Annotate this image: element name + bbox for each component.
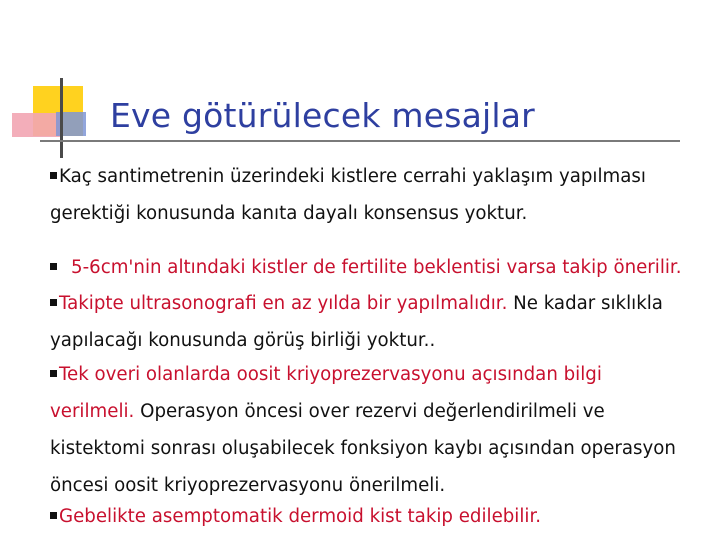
square-bullet-icon — [50, 263, 57, 270]
title-underline — [40, 140, 680, 142]
bullet-text: Operasyon öncesi over rezervi değerlendirilmeli ve kistektomi sonrası oluşabilecek fonksiyon kaybı açısından operasyon öncesi oosit kriyoprezervasyonu önerilmeli. — [50, 401, 676, 496]
decor-pink-rectangle — [12, 113, 60, 137]
square-bullet-icon — [50, 512, 57, 519]
decor-vertical-line — [60, 78, 63, 158]
square-bullet-icon — [50, 172, 57, 179]
bullet-item-1 — [50, 158, 690, 232]
bullet-item-2 — [50, 249, 690, 286]
bullet-text-highlight: Tek overi olanlarda oosit kriyoprezervasyonu açısından bilgi verilmeli. — [50, 364, 602, 422]
bullet-text: Kaç santimetrenin üzerindeki kistlere cerrahi yaklaşım yapılması gerektiği konusunda kanıta dayalı konsensus yoktur. — [50, 166, 646, 224]
bullet-item-4 — [50, 356, 690, 504]
bullet-text-highlight: 5-6cm'nin altındaki kistler de fertilite beklentisi varsa takip önerilir. — [71, 257, 682, 278]
bullet-text-highlight: Takipte ultrasonografi en az yılda bir yapılmalıdır. — [59, 293, 508, 314]
bullet-text: Ne kadar sıklıkla yapılacağı konusunda görüş birliği yoktur.. — [50, 293, 663, 351]
square-bullet-icon — [50, 299, 57, 306]
slide-title: Eve götürülecek mesajlar — [110, 96, 535, 135]
square-bullet-icon — [50, 370, 57, 377]
bullet-item-5 — [50, 498, 690, 535]
bullet-text-highlight: Gebelikte asemptomatik dermoid kist takip edilebilir. — [59, 506, 542, 527]
bullet-item-3 — [50, 285, 690, 359]
